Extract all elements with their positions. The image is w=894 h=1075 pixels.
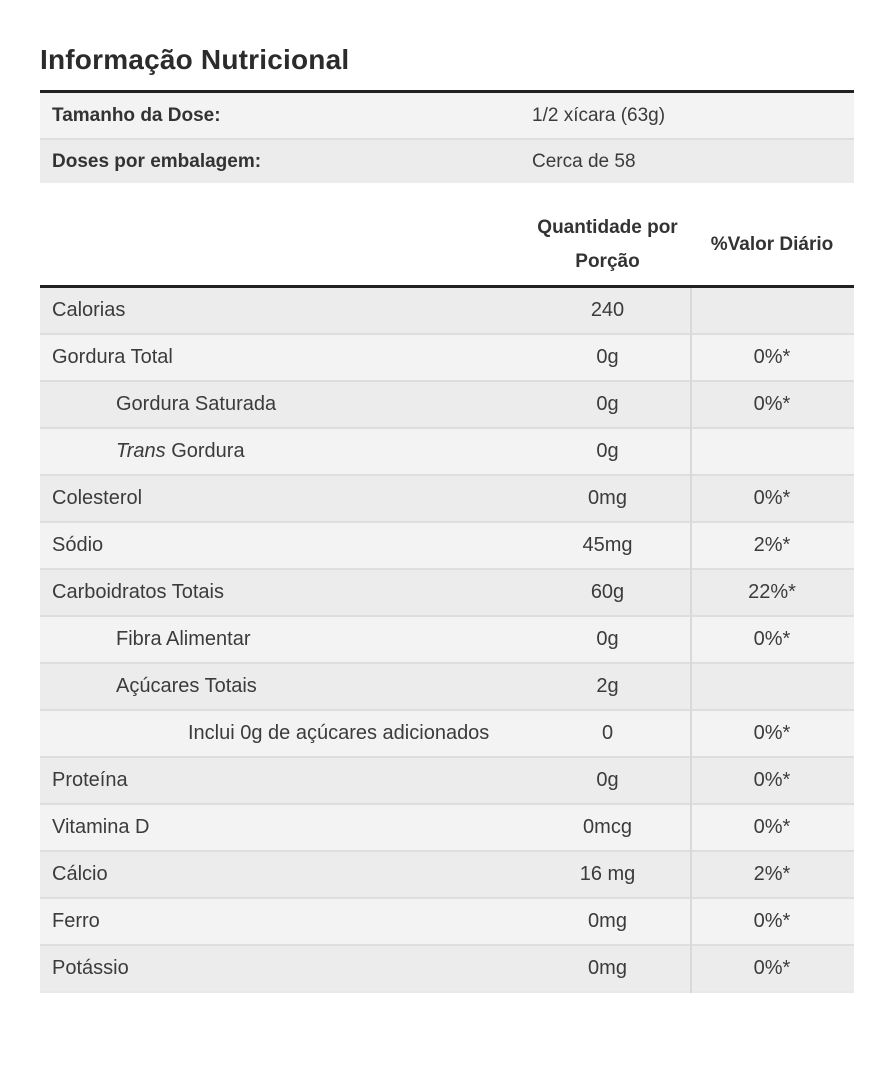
daily-value: 0%*: [753, 957, 791, 979]
table-row-cholesterol: [40, 476, 854, 523]
amount-value: 0mg: [588, 487, 627, 509]
amount-value: 0: [601, 722, 614, 744]
table-row-total-fat: [40, 335, 854, 382]
table-row-vitamin-d: [40, 805, 854, 852]
nutrient-label: Açúcares Totais: [116, 675, 257, 697]
nutrient-label: Ferro: [52, 910, 100, 932]
nutrient-label: Sódio: [52, 534, 104, 556]
serving-size-label: Tamanho da Dose:: [52, 104, 221, 126]
table-row-total-sugars: [40, 664, 854, 711]
amount-value: 2g: [596, 675, 619, 697]
nutrient-label: Inclui 0g de açúcares adicionados: [188, 722, 490, 744]
nutrient-label: Fibra Alimentar: [116, 628, 251, 650]
nutrient-label: Potássio: [52, 957, 129, 979]
nutrient-label: Gordura Saturada: [116, 393, 277, 415]
table-row-calories: [40, 288, 854, 335]
daily-value: 0%*: [753, 816, 791, 838]
daily-value: 0%*: [753, 910, 791, 932]
amount-value: 0g: [596, 440, 619, 462]
amount-value: 0mcg: [583, 816, 632, 838]
amount-header-line2: Porção: [575, 251, 640, 272]
table-row-trans-fat: [40, 429, 854, 476]
table-row-protein: [40, 758, 854, 805]
nutrient-label: [40, 440, 525, 463]
amount-header-line1: Quantidade por: [537, 217, 678, 238]
amount-value: 0g: [596, 393, 619, 415]
nutrient-label: Carboidratos Totais: [52, 581, 224, 603]
table-row-added-sugars: [40, 711, 854, 758]
nutrient-label: Cálcio: [52, 863, 108, 885]
table-row-potassium: [40, 946, 854, 993]
nutrient-label-rest-part: Gordura: [171, 440, 245, 462]
daily-value: 0%*: [753, 769, 791, 791]
nutrients-table: [40, 285, 854, 993]
nutrient-label-italic-part: Trans: [116, 440, 166, 462]
daily-value: 0%*: [753, 393, 791, 415]
table-row-sodium: [40, 523, 854, 570]
table-row-total-carbohydrate: [40, 570, 854, 617]
nutrient-label: Proteína: [52, 769, 128, 791]
daily-value: 2%*: [753, 863, 791, 885]
servings-per-container-label: Doses por embalagem:: [52, 150, 262, 172]
amount-value: 0mg: [588, 957, 627, 979]
amount-value: 0g: [596, 346, 619, 368]
amount-value: 16 mg: [579, 863, 636, 885]
nutrient-label: Vitamina D: [52, 816, 150, 838]
amount-per-serving-header: [525, 211, 690, 279]
nutrient-label: Calorias: [52, 299, 126, 321]
amount-value: 0g: [596, 769, 619, 791]
column-headers: [40, 211, 854, 279]
daily-value: 0%*: [753, 487, 791, 509]
column-divider-line: [690, 288, 692, 993]
serving-size-row: [40, 93, 854, 138]
amount-value: 45mg: [582, 534, 633, 556]
servings-per-container-row: [40, 138, 854, 183]
serving-info-table: [40, 90, 854, 183]
nutrition-facts-panel: [40, 0, 854, 993]
table-row-iron: [40, 899, 854, 946]
table-row-dietary-fiber: [40, 617, 854, 664]
nutrient-label: Colesterol: [52, 487, 143, 509]
amount-value: 60g: [590, 581, 625, 603]
nutrient-label: Gordura Total: [52, 346, 173, 368]
page-title: Informação Nutricional: [40, 44, 350, 75]
daily-value: 22%*: [748, 581, 796, 603]
daily-value: 0%*: [753, 346, 791, 368]
servings-per-container-value: Cerca de 58: [532, 150, 636, 172]
daily-value: 2%*: [753, 534, 791, 556]
daily-value: 0%*: [753, 722, 791, 744]
serving-size-value: 1/2 xícara (63g): [532, 104, 666, 126]
daily-value-header: %Valor Diário: [710, 234, 834, 255]
table-row-saturated-fat: [40, 382, 854, 429]
amount-value: 0g: [596, 628, 619, 650]
amount-value: 0mg: [588, 910, 627, 932]
daily-value: 0%*: [753, 628, 791, 650]
table-row-calcium: [40, 852, 854, 899]
amount-value: 240: [590, 299, 625, 321]
